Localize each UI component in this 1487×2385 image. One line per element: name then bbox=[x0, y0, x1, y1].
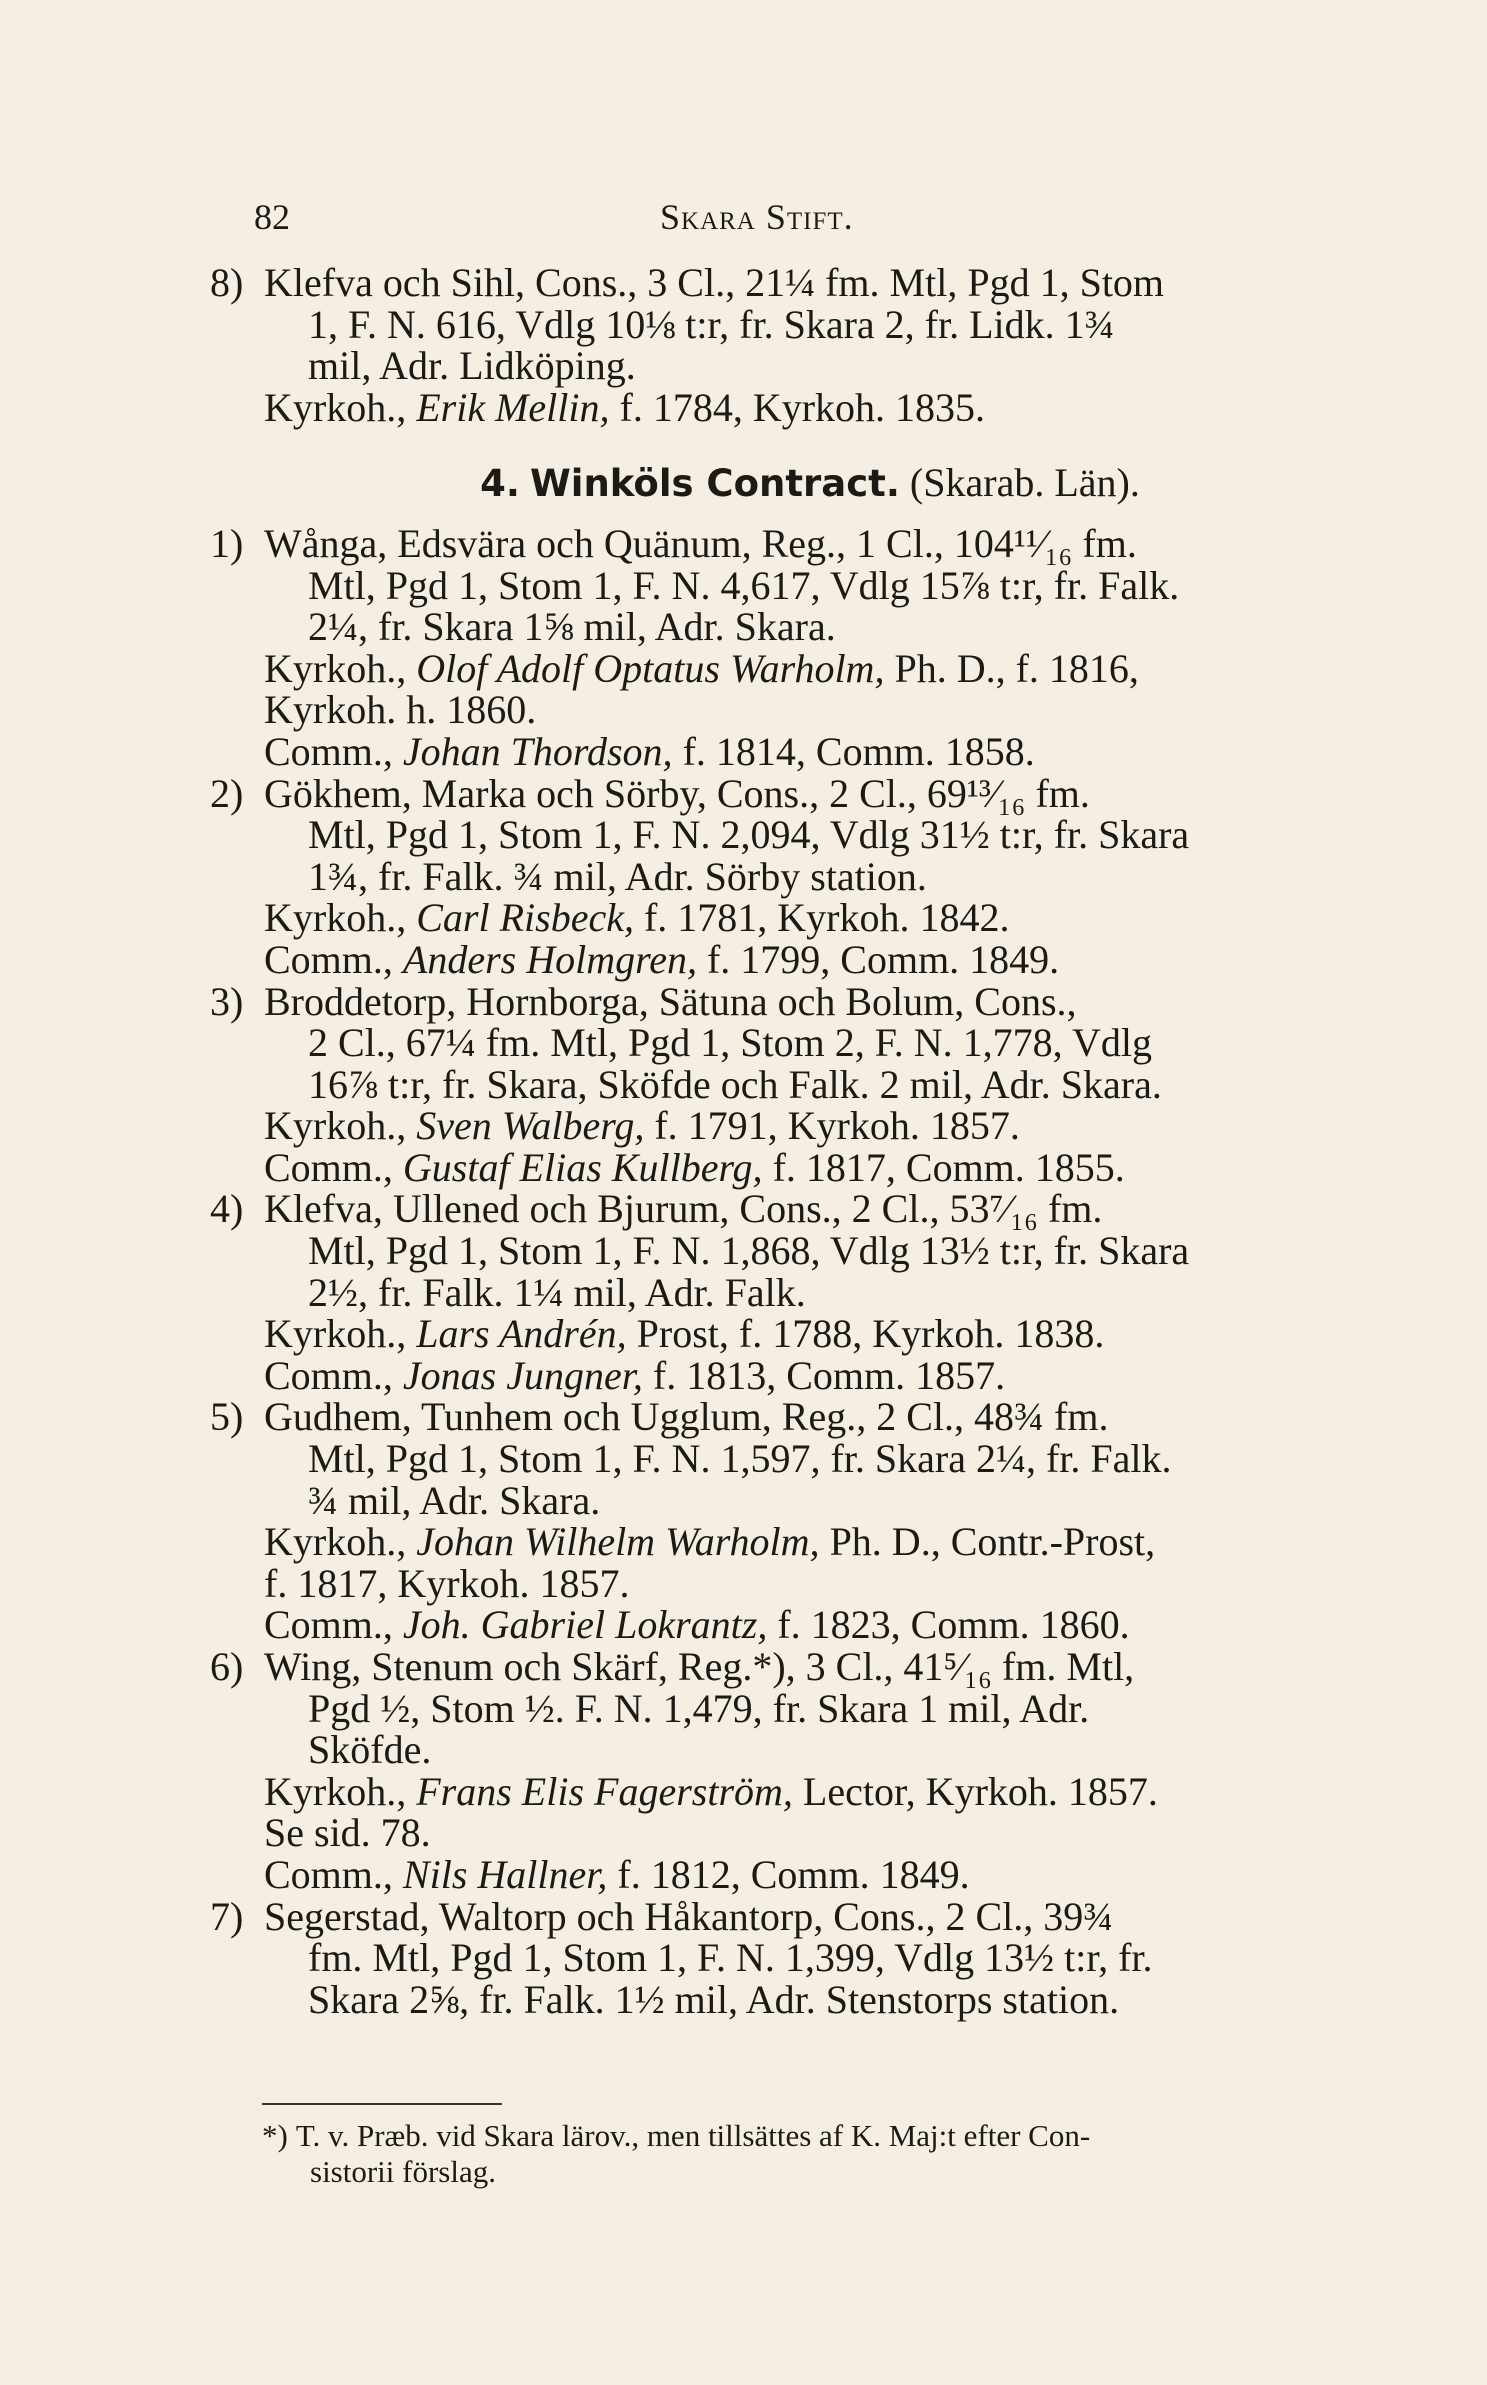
entry-line: Pgd ½, Stom ½. F. N. 1,479, fr. Skara 1 mil, Adr. bbox=[308, 1685, 1090, 1731]
kyrkoherde-details: f. 1791, Kyrkoh. 1857. bbox=[644, 1103, 1020, 1149]
entry-line: 16⅞ t:r, fr. Skara, Sköfde och Falk. 2 mil, Adr. Skara. bbox=[308, 1061, 1162, 1107]
comminister-details: f. 1823, Comm. 1860. bbox=[767, 1602, 1130, 1648]
footnote-rule bbox=[262, 2103, 502, 2105]
footnote-line: sistorii förslag. bbox=[310, 2154, 496, 2189]
footnote-line: T. v. Præb. vid Skara lärov., men tillsättes af K. Maj:t efter Con- bbox=[295, 2118, 1091, 2153]
kyrkoherde-line-2: Kyrkoh. h. 1860. bbox=[264, 687, 537, 733]
comminister-name: Nils Hallner, bbox=[402, 1851, 608, 1897]
comminister-line bbox=[210, 936, 1390, 982]
kyrkoherde-line bbox=[210, 897, 1390, 939]
entry-number: 5) bbox=[210, 1394, 244, 1440]
kyrkoherde-details: f. 1781, Kyrkoh. 1842. bbox=[633, 895, 1010, 941]
entry-line: 2 Cl., 67¼ fm. Mtl, Pgd 1, Stom 2, F. N. 1,778, Vdlg bbox=[308, 1020, 1152, 1066]
kyrkoherde-line bbox=[210, 1768, 1390, 1814]
comminister-prefix: Comm., bbox=[264, 728, 403, 774]
entry-line: Wånga, Edsvära och Quänum, Reg., 1 Cl., 104¹¹⁄₁₆ fm. bbox=[264, 520, 1137, 566]
comminister-details: f. 1817, Comm. 1855. bbox=[762, 1144, 1125, 1190]
comminister-name: Joh. Gabriel Lokrantz, bbox=[402, 1602, 768, 1648]
footnote-mark: *) bbox=[262, 2118, 288, 2153]
comminister-line bbox=[210, 728, 1390, 774]
entry-line: Segerstad, Waltorp och Håkantorp, Cons., 2 Cl., 39¾ bbox=[264, 1893, 1114, 1939]
running-title: Skara Stift. bbox=[660, 197, 854, 237]
section-heading bbox=[210, 462, 1390, 505]
comminister-name: Gustaf Elias Kullberg, bbox=[402, 1144, 763, 1190]
entry-line: Broddetorp, Hornborga, Sätuna och Bolum, Cons., bbox=[264, 978, 1077, 1024]
parish-entry bbox=[210, 1188, 1390, 1396]
entry-number: 6) bbox=[210, 1644, 244, 1689]
comminister-prefix: Comm., bbox=[264, 936, 403, 982]
kyrkoherde-line bbox=[210, 1105, 1390, 1147]
kyrkoherde-prefix: Kyrkoh., bbox=[264, 1103, 417, 1149]
section-number: 4. bbox=[480, 462, 520, 506]
comminister-details: f. 1814, Comm. 1858. bbox=[672, 728, 1035, 774]
comminister-details: f. 1812, Comm. 1849. bbox=[607, 1851, 970, 1897]
kyrkoherde-prefix: Kyrkoh., bbox=[264, 895, 417, 941]
kyrkoherde-name: Frans Elis Fagerström, bbox=[416, 1768, 793, 1814]
kyrkoherde-line: Kyrkoh., Erik Mellin, f. 1784, Kyrkoh. 1835. bbox=[264, 384, 986, 430]
kyrkoherde-name: Sven Walberg, bbox=[416, 1103, 645, 1149]
kyrkoherde-name: Lars Andrén, bbox=[416, 1311, 627, 1357]
entry-line: ¾ mil, Adr. Skara. bbox=[308, 1477, 601, 1523]
entry-number: 2) bbox=[210, 770, 244, 816]
entry-line: 1, F. N. 616, Vdlg 10⅛ t:r, fr. Skara 2, fr. Lidk. 1¾ bbox=[308, 301, 1115, 347]
comminister-prefix: Comm., bbox=[264, 1352, 403, 1398]
comminister-line bbox=[210, 1851, 1390, 1897]
entry-number: 7) bbox=[210, 1893, 244, 1939]
entry-line: mil, Adr. Lidköping. bbox=[308, 343, 636, 389]
parish-entry bbox=[210, 1893, 1390, 2022]
parish-entry bbox=[210, 520, 1390, 774]
parish-entry-prev-8 bbox=[210, 262, 1390, 428]
kyrkoherde-line bbox=[210, 1521, 1390, 1563]
parish-entries bbox=[210, 520, 1390, 2022]
kyrkoherde-name: Olof Adolf Optatus Warholm, bbox=[416, 645, 885, 691]
comminister-name: Anders Holmgren, bbox=[402, 936, 697, 982]
entry-number: 3) bbox=[210, 978, 244, 1024]
parish-entry bbox=[210, 770, 1390, 982]
entry-line: Skara 2⅝, fr. Falk. 1½ mil, Adr. Stenstorps station. bbox=[308, 1976, 1120, 2022]
kyrkoherde-name: Erik Mellin, bbox=[416, 384, 610, 430]
comminister-prefix: Comm., bbox=[264, 1144, 403, 1190]
kyrkoherde-details: Lector, Kyrkoh. 1857. bbox=[792, 1768, 1158, 1814]
entry-line: Mtl, Pgd 1, Stom 1, F. N. 4,617, Vdlg 15⅞ t:r, fr. Falk. bbox=[308, 562, 1180, 608]
kyrkoherde-name: Johan Wilhelm Warholm, bbox=[416, 1519, 820, 1565]
page-number: 82 bbox=[254, 197, 290, 237]
entry-line: fm. Mtl, Pgd 1, Stom 1, F. N. 1,399, Vdlg 13½ t:r, fr. bbox=[308, 1935, 1153, 1981]
kyrkoherde-line-2: Se sid. 78. bbox=[264, 1810, 431, 1856]
kyrkoherde-prefix: Kyrkoh., bbox=[264, 645, 417, 691]
kyrkoherde-details: Prost, f. 1788, Kyrkoh. 1838. bbox=[626, 1311, 1105, 1357]
kyrkoherde-prefix: Kyrkoh., bbox=[264, 1519, 417, 1565]
kyrkoherde-line-2: f. 1817, Kyrkoh. 1857. bbox=[264, 1560, 630, 1606]
kyrkoherde-prefix: Kyrkoh., bbox=[264, 1311, 417, 1357]
entry-line: Gökhem, Marka och Sörby, Cons., 2 Cl., 69¹³⁄₁₆ fm. bbox=[264, 770, 1090, 816]
page-header bbox=[0, 196, 1487, 246]
page-body bbox=[210, 262, 1390, 2020]
entry-line: 2½, fr. Falk. 1¼ mil, Adr. Falk. bbox=[308, 1269, 806, 1315]
kyrkoherde-line bbox=[210, 645, 1390, 691]
kyrkoherde-prefix: Kyrkoh., bbox=[264, 1768, 417, 1814]
kyrkoherde-line bbox=[210, 1313, 1390, 1355]
comminister-details: f. 1813, Comm. 1857. bbox=[642, 1352, 1006, 1398]
entry-line: 1¾, fr. Falk. ¾ mil, Adr. Sörby station. bbox=[308, 853, 927, 899]
comminister-prefix: Comm., bbox=[264, 1851, 403, 1897]
kyrkoherde-name: Carl Risbeck, bbox=[416, 895, 634, 941]
entry-number: 1) bbox=[210, 520, 244, 566]
entry-line: Mtl, Pgd 1, Stom 1, F. N. 1,868, Vdlg 13½ t:r, fr. Skara bbox=[308, 1228, 1190, 1274]
comminister-line bbox=[210, 1604, 1390, 1646]
entry-number: 8) bbox=[210, 260, 244, 305]
entry-line: 2¼, fr. Skara 1⅝ mil, Adr. Skara. bbox=[308, 604, 836, 650]
section-name: Winköls Contract. bbox=[529, 462, 900, 506]
comminister-line bbox=[210, 1352, 1390, 1398]
entry-line: Mtl, Pgd 1, Stom 1, F. N. 1,597, fr. Skara 2¼, fr. Falk. bbox=[308, 1436, 1172, 1482]
parish-entry bbox=[210, 1646, 1390, 1896]
entry-line: Klefva och Sihl, Cons., 3 Cl., 21¼ fm. Mtl, Pgd 1, Stom bbox=[264, 260, 1165, 305]
entry-line: Gudhem, Tunhem och Ugglum, Reg., 2 Cl., 48¾ fm. bbox=[264, 1394, 1109, 1440]
footnote bbox=[262, 2118, 1382, 2190]
comminister-name: Jonas Jungner, bbox=[402, 1352, 643, 1398]
comminister-prefix: Comm., bbox=[264, 1602, 403, 1648]
parish-entry bbox=[210, 1396, 1390, 1646]
entry-line: Sköfde. bbox=[308, 1727, 432, 1773]
kyrkoherde-details: Ph. D., Contr.-Prost, bbox=[819, 1519, 1156, 1565]
parish-entry bbox=[210, 978, 1390, 1190]
entry-number: 4) bbox=[210, 1186, 244, 1232]
entry-line: Wing, Stenum och Skärf, Reg.*), 3 Cl., 41⁵⁄₁₆ fm. Mtl, bbox=[264, 1644, 1135, 1689]
comminister-details: f. 1799, Comm. 1849. bbox=[696, 936, 1060, 982]
kyrkoherde-details: Ph. D., f. 1816, bbox=[884, 645, 1139, 691]
section-subtitle: (Skarab. Län). bbox=[909, 460, 1140, 506]
entry-line: Mtl, Pgd 1, Stom 1, F. N. 2,094, Vdlg 31½ t:r, fr. Skara bbox=[308, 812, 1190, 858]
entry-line: Klefva, Ullened och Bjurum, Cons., 2 Cl., 53⁷⁄₁₆ fm. bbox=[264, 1186, 1103, 1232]
comminister-line bbox=[210, 1144, 1390, 1190]
comminister-name: Johan Thordson, bbox=[402, 728, 673, 774]
